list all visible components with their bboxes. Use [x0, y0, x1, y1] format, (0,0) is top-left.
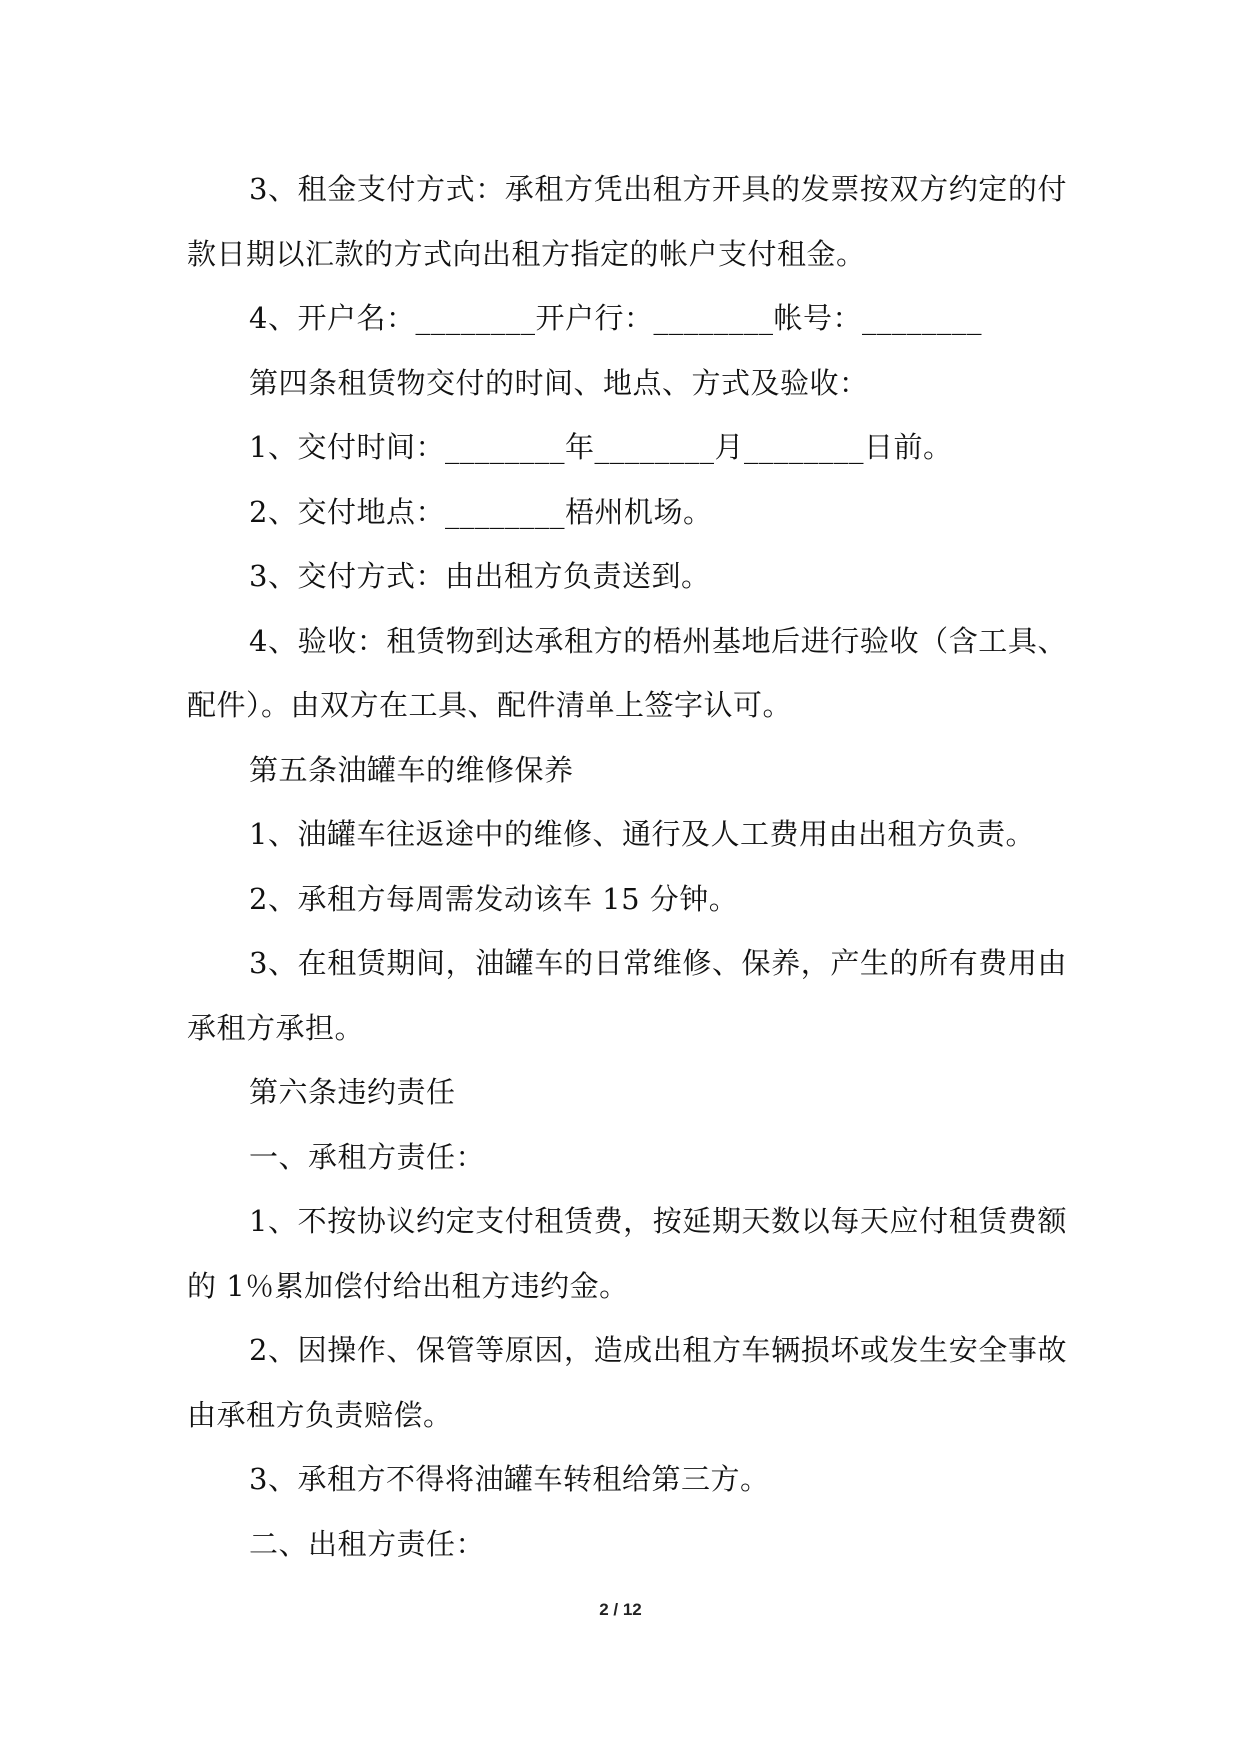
paragraph-delivery-method: 3、交付方式：由出租方负责送到。 [249, 559, 711, 593]
paragraph-lessee-1: 1、不按协议约定支付租赁费，按延期天数以每天应付租赁费额的 1％累加偿付给出租方违约金。 [187, 1204, 1067, 1303]
article-4-heading: 第四条租赁物交付的时间、地点、方式及验收： [249, 365, 869, 400]
paragraph-maintenance-1: 1、油罐车往返途中的维修、通行及人工费用由出租方负责。 [249, 817, 1035, 851]
article-5-heading: 第五条油罐车的维修保养 [249, 752, 574, 787]
lessor-responsibility-heading: 二、出租方责任： [249, 1526, 486, 1561]
page-number: 2 / 12 [599, 1600, 642, 1619]
document-body [187, 157, 1067, 1576]
paragraph-lessee-2: 2、因操作、保管等原因，造成出租方车辆损坏或发生安全事故由承租方负责赔偿。 [187, 1333, 1067, 1432]
paragraph-payment-method: 3、租金支付方式：承租方凭出租方开具的发票按双方约定的付款日期以汇款的方式向出租方指定的帐户支付租金。 [187, 172, 1067, 271]
paragraph-account-info: 4、开户名：________开户行：________帐号：________ [249, 301, 982, 335]
paragraph-maintenance-3: 3、在租赁期间，油罐车的日常维修、保养，产生的所有费用由承租方承担。 [187, 946, 1067, 1045]
article-6-heading: 第六条违约责任 [249, 1075, 456, 1109]
lessee-responsibility-heading: 一、承租方责任： [249, 1139, 486, 1174]
paragraph-lessee-3: 3、承租方不得将油罐车转租给第三方。 [249, 1462, 770, 1496]
paragraph-delivery-place: 2、交付地点：________梧州机场。 [249, 494, 713, 529]
paragraph-maintenance-2: 2、承租方每周需发动该车 15 分钟。 [249, 881, 739, 916]
paragraph-acceptance: 4、验收：租赁物到达承租方的梧州基地后进行验收（含工具、配件）。由双方在工具、配件清单上签字认可。 [187, 623, 1067, 722]
paragraph-delivery-time: 1、交付时间：________年________月________日前。 [249, 430, 953, 464]
